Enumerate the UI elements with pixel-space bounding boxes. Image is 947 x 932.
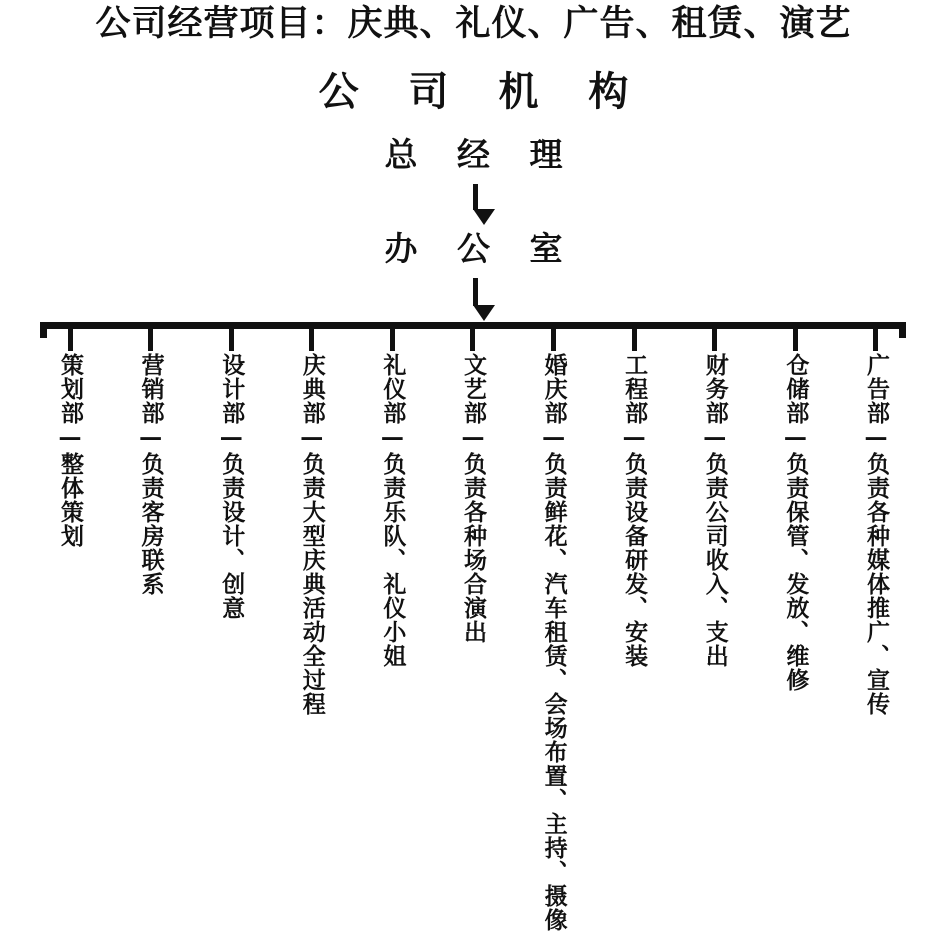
node-office: 办 公 室 <box>384 229 577 268</box>
department-stem <box>229 329 234 351</box>
department-node <box>121 329 181 596</box>
department-label: 广告部—负责各种媒体推广、宣传 <box>862 353 889 716</box>
department-stem <box>68 329 73 351</box>
department-label: 文艺部—负责各种场合演出 <box>459 353 486 644</box>
department-connector-bus <box>40 322 906 329</box>
department-node <box>282 329 342 716</box>
node-general-manager: 总 经 理 <box>384 135 577 174</box>
department-label: 庆典部—负责大型庆典活动全过程 <box>298 353 325 716</box>
department-stem <box>873 329 878 351</box>
department-stem <box>793 329 798 351</box>
department-label: 婚庆部—负责鲜花、汽车租赁、会场布置、主持、摄像 <box>540 353 567 932</box>
department-label: 仓储部—负责保管、发放、维修 <box>782 353 809 692</box>
department-node <box>685 329 745 668</box>
department-label: 财务部—负责公司收入、支出 <box>701 353 728 668</box>
department-stem <box>712 329 717 351</box>
department-node <box>604 329 664 668</box>
department-stem <box>551 329 556 351</box>
department-node <box>40 329 100 548</box>
org-chart-title: 公 司 机 构 <box>318 69 647 115</box>
company-business-banner: 公司经营项目：庆典、礼仪、广告、租赁、演艺 <box>95 4 852 44</box>
department-label: 工程部—负责设备研发、安装 <box>621 353 648 668</box>
department-label: 礼仪部—负责乐队、礼仪小姐 <box>379 353 406 668</box>
department-node <box>524 329 584 932</box>
department-stem <box>470 329 475 351</box>
department-label: 策划部—整体策划 <box>57 353 83 548</box>
department-node <box>765 329 825 692</box>
department-node <box>443 329 503 644</box>
department-node <box>362 329 422 668</box>
department-node <box>201 329 261 620</box>
department-stem <box>632 329 637 351</box>
department-stem <box>390 329 395 351</box>
department-node <box>846 329 906 716</box>
department-stem <box>309 329 314 351</box>
department-stem <box>148 329 153 351</box>
department-label: 营销部—负责客房联系 <box>137 353 164 596</box>
department-list <box>40 329 906 932</box>
department-label: 设计部—负责设计、创意 <box>218 353 245 620</box>
